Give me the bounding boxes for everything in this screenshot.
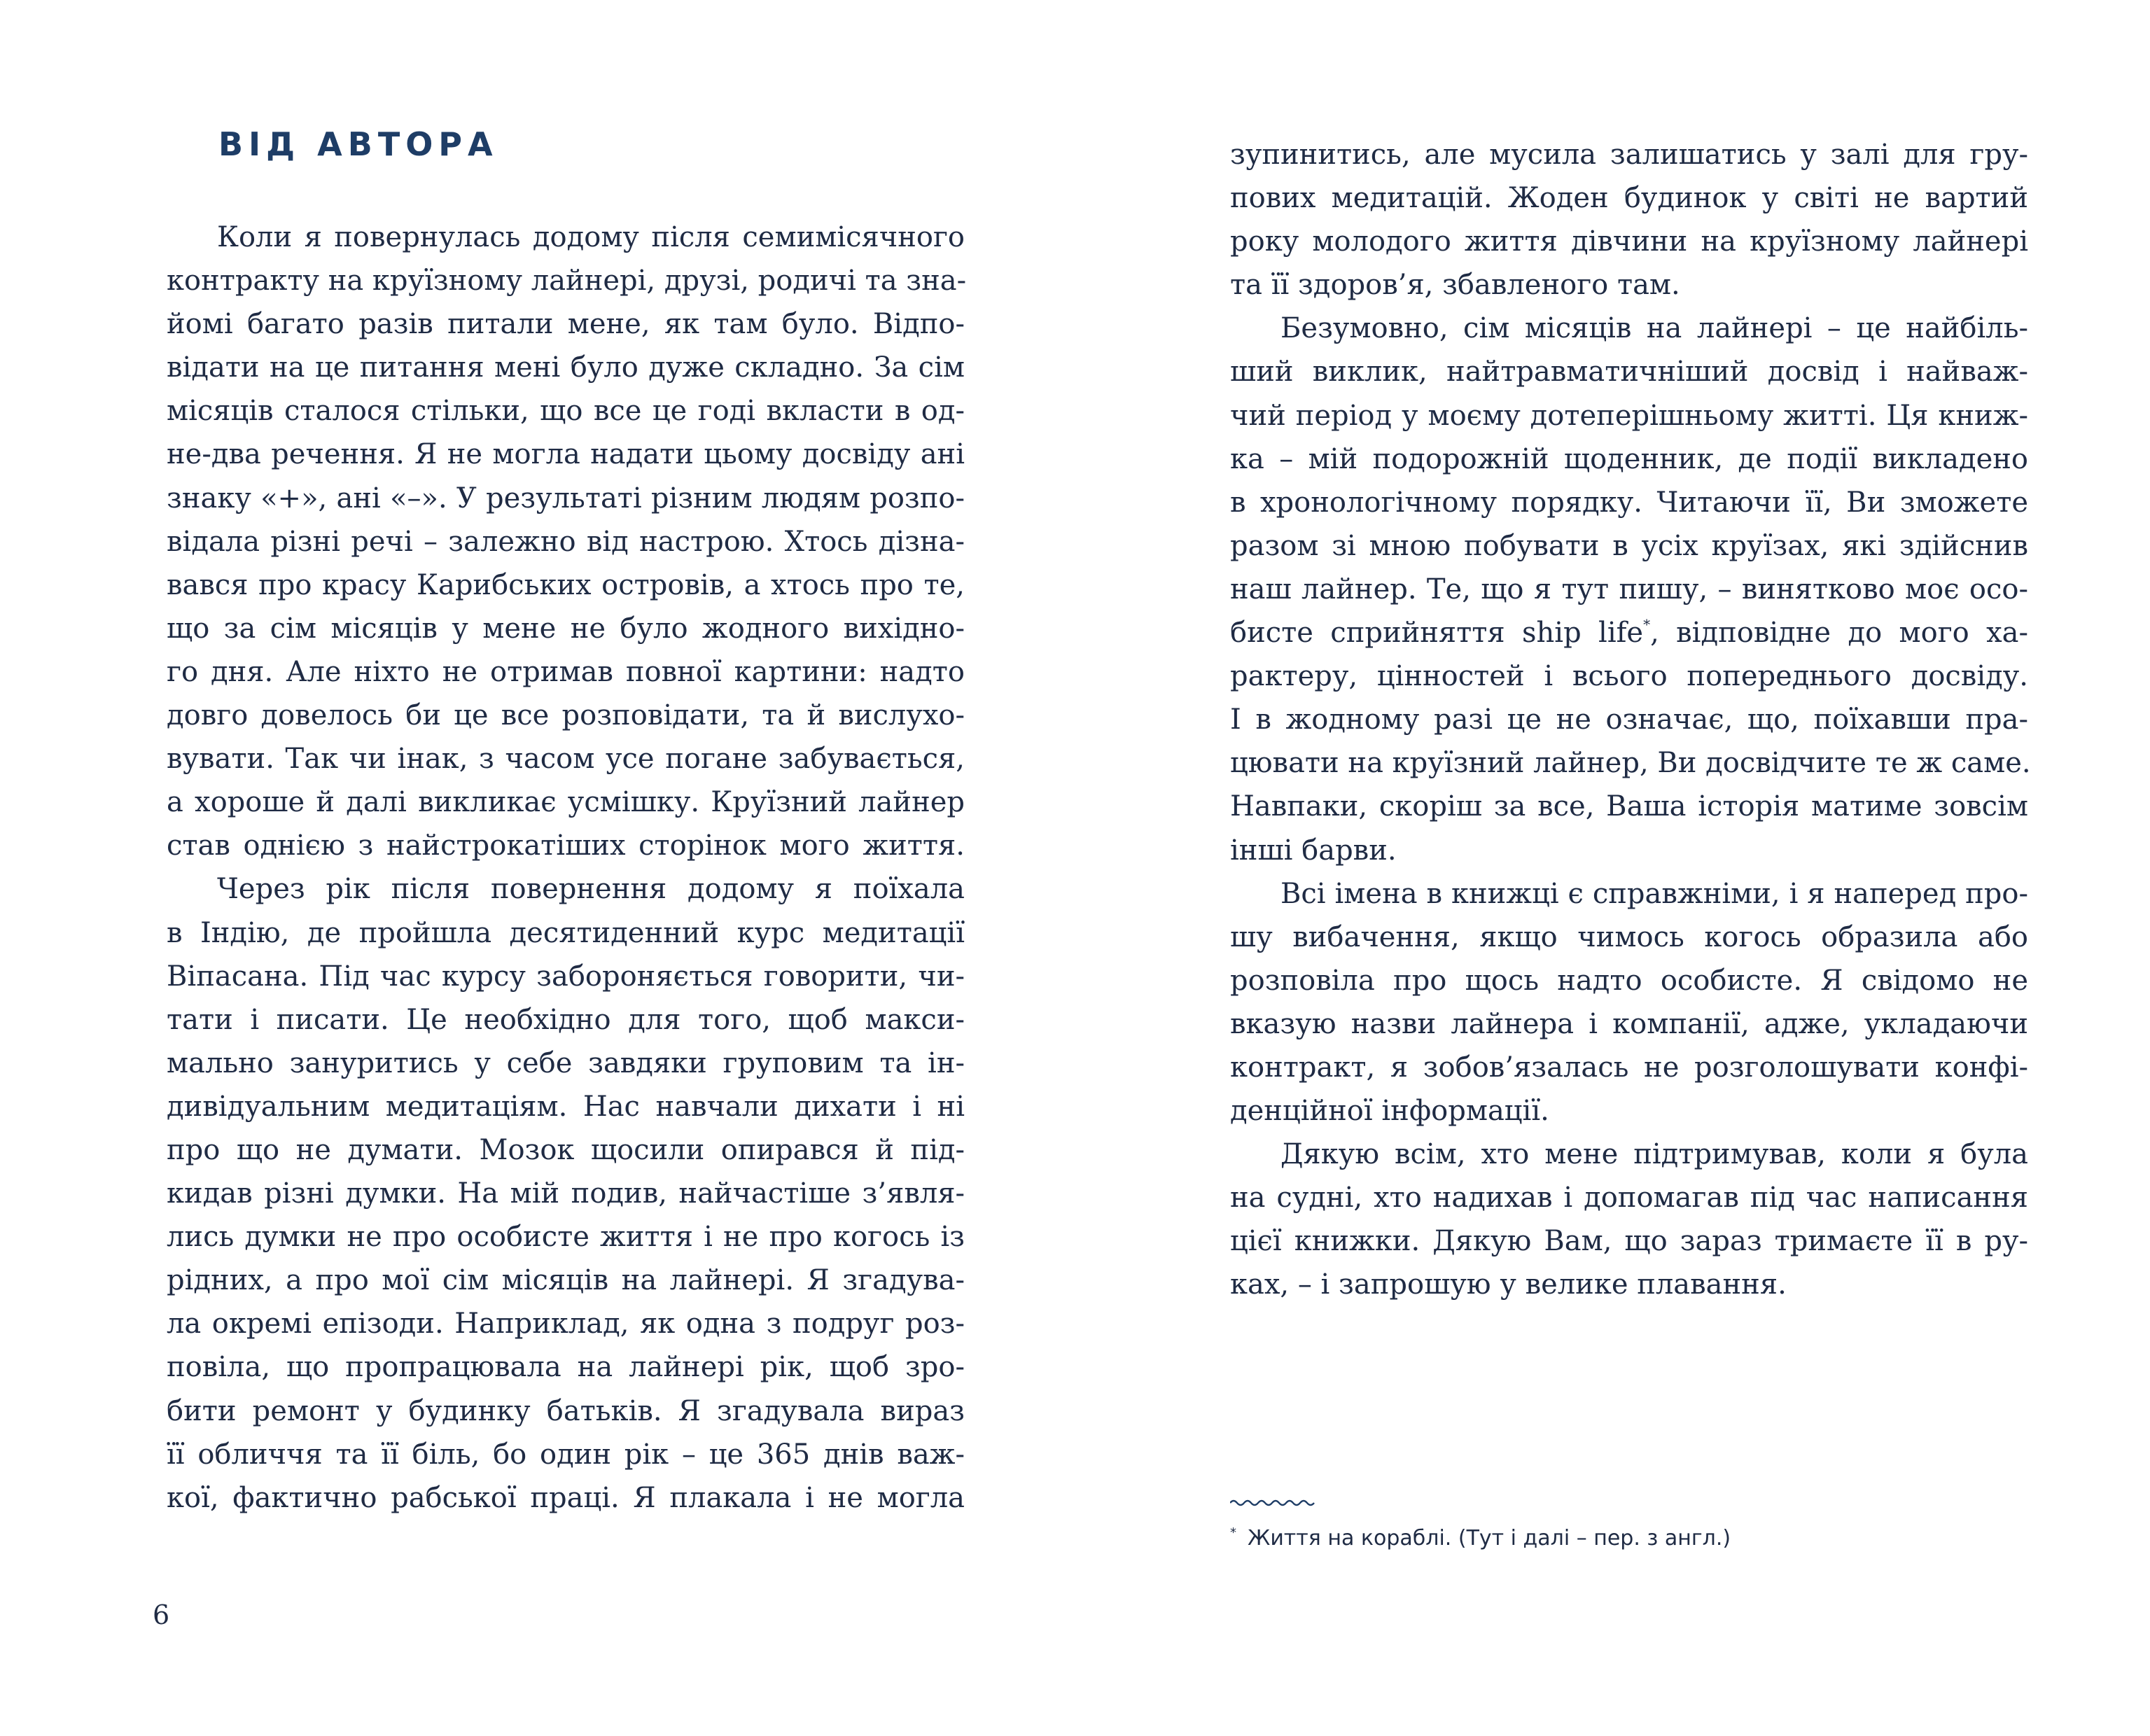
text-line: вувати. Так чи інак, з часом усе погане забувається, [167,743,965,776]
text-line: цювати на круїзний лайнер, Ви досвідчите те ж саме. [1230,747,2031,780]
text-line: го дня. Але ніхто не отримав повної картини: надто [167,655,965,688]
text-line: на судні, хто надихав і допомагав під час написання [1230,1182,2028,1214]
text-line: мально зануритись у себе завдяки груповим та ін- [167,1046,965,1079]
chapter-heading: ВІД АВТОРА [218,125,498,163]
text-line: став однією з найстрокатіших сторінок мого життя. [167,830,965,862]
text-line: інші барви. [1230,834,1397,867]
text-line: Віпасана. Під час курсу забороняється говорити, чи- [167,960,965,993]
text-line: в хронологічному порядку. Читаючи її, Ви зможете [1230,486,2028,519]
text-line: місяців сталося стільки, що все це годі вкласти в од- [167,395,965,428]
text-line: відала різні речі – залежно від настрою. Хтось дізна- [167,525,965,558]
text-line: рідних, а про мої сім місяців на лайнері. Я згадува- [167,1264,965,1297]
text-line: контракту на круїзному лайнері, друзі, родичі та зна- [167,265,967,298]
text-line: не-два речення. Я не могла надати цьому досвіду ані [167,438,965,471]
text-line-with-footnote [1230,611,2028,654]
text-line: ка – мій подорожній щоденник, де події викладено [1230,442,2028,475]
text-line: її обличчя та її біль, бо один рік – це 365 днів важ- [167,1438,965,1471]
text-line: лись думки не про особисте життя і не про когось із [167,1221,965,1254]
text-line: бити ремонт у будинку батьків. Я згадувала вираз [167,1394,965,1427]
text-line: зупинитись, але мусила залишатись у залі для гру- [1230,139,2028,171]
footnote-star: * [1230,1525,1236,1540]
text-line: денційної інформації. [1230,1095,1549,1128]
text-line: року молодого життя дівчини на круїзному лайнері [1230,225,2028,258]
text-line: тати і писати. Це необхідно для того, щоб макси- [167,1003,965,1036]
text-line: цієї книжки. Дякую Вам, що зараз тримаєте її в ру- [1230,1225,2028,1258]
text-line: кидав різні думки. На мій подив, найчастіше з’явля- [167,1177,965,1210]
page-number: 6 [153,1600,170,1630]
text-line: ший виклик, найтравматичніший досвід і найваж- [1230,356,2028,388]
text-line: вався про красу Карибських островів, а хтось про те, [167,568,965,601]
text-line: йомі багато разів питали мене, як там було. Відпо- [167,308,965,341]
text-line: розповіла про щось надто особисте. Я свідомо не [1230,964,2028,997]
text-line: а хороше й далі викликає усмішку. Круїзний лайнер [167,786,965,819]
text-line: пових медитацій. Жоден будинок у світі не вартий [1230,182,2028,215]
footnote-text: Життя на кораблі. (Тут і далі – пер. з англ.) [1248,1526,1731,1550]
footnote-marker[interactable]: * [1643,616,1651,634]
text-line: Всі імена в книжці є справжніми, і я наперед про- [1280,877,2028,910]
text-line: повіла, що пропрацювала на лайнері рік, щоб зро- [167,1351,965,1384]
text-line: ла окремі епізоди. Наприклад, як одна з подруг роз- [167,1308,965,1340]
text-line: Коли я повернулась додому після семимісячного [217,221,965,253]
footnote [1230,1519,1731,1553]
text-line: ках, – і запрошую у велике плавання. [1230,1268,1787,1301]
text-line: Безумовно, сім місяців на лайнері – це найбіль- [1280,312,2028,345]
text-line: чий період у моєму дотеперішньому житті. Ця книж- [1230,399,2028,432]
text-line: що за сім місяців у мене не було жодного вихідно- [167,612,965,645]
text-line: рактеру, цінностей і всього попереднього досвіду. [1230,660,2028,693]
text-line: та її здоров’я, збавленого там. [1230,269,1680,302]
text-line: наш лайнер. Те, що я тут пишу, – винятково моє осо- [1230,573,2028,606]
text-line: про що не думати. Мозок щосили опирався й під- [167,1133,965,1166]
text-line: Через рік після повернення додому я поїхала [217,873,965,906]
left-body-text [167,216,965,1520]
text-line: вказую назви лайнера і компанії, адже, укладаючи [1230,1007,2028,1040]
text-line: знаку «+», ані «–». У результаті різним людям розпо- [167,482,965,514]
text-line: шу вибачення, якщо чимось когось образила або [1230,920,2028,953]
footnote-line-end: , відповідне до мого ха- [1650,617,2028,650]
text-line: контракт, я зобов’язалась не розголошувати конфі- [1230,1051,2028,1084]
text-line: в Індію, де пройшла десятиденний курс медитації [167,916,965,949]
footnote-divider-wave [1230,1498,1317,1508]
text-line: відати на це питання мені було дуже складно. За сім [167,351,965,384]
text-line: дивідуальним медитаціям. Нас навчали дихати і ні [167,1090,965,1123]
text-line: Дякую всім, хто мене підтримував, коли я була [1280,1138,2028,1171]
text-line: разом зі мною побувати в усіх круїзах, які здійснив [1230,529,2028,562]
text-line: довго довелось би це все розповідати, та й вислухо- [167,699,965,732]
footnote-line-start: бисте сприйняття ship life [1230,617,1644,650]
text-line: І в жодному разі це не означає, що, поїхавши пра- [1230,704,2028,736]
right-body-text [1230,133,2031,1307]
text-line: кої, фактично рабської праці. Я плакала і не могла [167,1481,965,1514]
text-line: Навпаки, скоріш за все, Ваша історія матиме зовсім [1230,790,2028,823]
